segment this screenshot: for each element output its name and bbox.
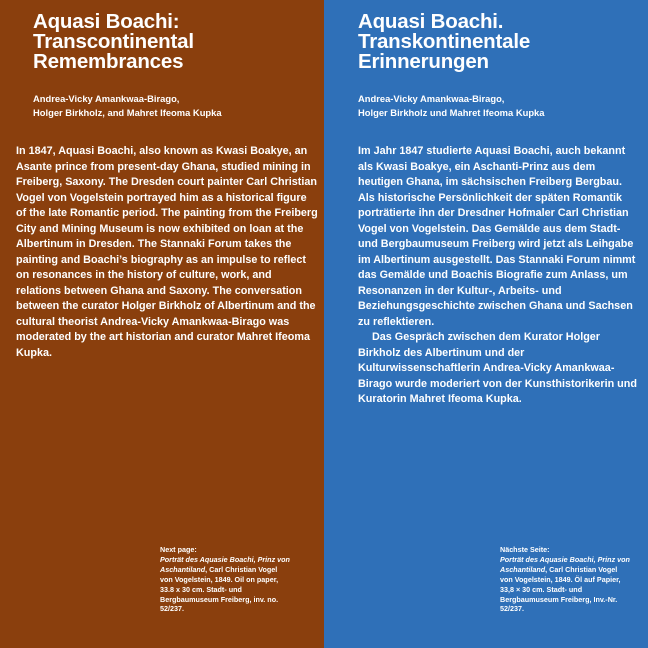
german-body (358, 144, 640, 408)
english-authors-line-2: Holger Birkholz, and Mahret Ifeoma Kupka (33, 106, 222, 118)
english-caption-label: Next page: (160, 545, 197, 554)
english-authors (33, 92, 303, 119)
english-title-line-1: Aquasi Boachi: (33, 10, 180, 33)
german-title-line-2: Transkontinentale (358, 30, 531, 53)
german-body-paragraph-2: Das Gespräch zwischen dem Kurator Holger Birkholz des Albertinum und der Kulturwissenschaftlerin Andrea-Vicky Amankwaa-Birago wurde moderiert von der Kunsthistorikerin und Kuratorin Mahret Ifeoma Kupka. (358, 331, 637, 405)
english-authors-line-1: Andrea-Vicky Amankwaa-Birago, (33, 93, 180, 104)
german-title-line-3: Erinnerungen (358, 50, 489, 73)
english-body-paragraph: In 1847, Aquasi Boachi, also known as Kwasi Boakye, an Asante prince from present-day Ghana, studied mining in Freiberg, Saxony. The Dresden court painter Carl Christian Vogel von Vogelstein portrayed him as a historical figure of the late Romantic period. The painting from the Freiberg City and Mining Museum is now exhibited on loan at the Albertinum in Dresden. The Stannaki Forum takes the painting and Boachi’s biography as an impulse to reflect on resonances in the history of culture, work, and relations between Ghana and Saxony. The conversation between the curator Holger Birkholz of Albertinum and the cultural theorist Andrea-Vicky Amankwaa-Birago was moderated by the art historian and curator Mahret Ifeoma Kupka. (16, 145, 318, 359)
german-title-line-1: Aquasi Boachi. (358, 10, 504, 33)
german-body-paragraph-1: Im Jahr 1847 studierte Aquasi Boachi, auch bekannt als Kwasi Boakye, ein Aschanti-Prinz aus dem heutigen Ghana, im sächsischen Freiberg Bergbau. Als historische Persönlichkeit der späten Romantik porträtierte ihn der Dresdner Hofmaler Carl Christian Vogel von Vogelstein. Das Gemälde aus dem Stadt- und Bergbaumuseum Freiberg wird jetzt als Leihgabe im Albertinum ausgestellt. Das Stannaki Forum nimmt das Gemälde und Boachis Biografie zum Anlass, um Resonanzen in der Kultur-, Arbeits- und Beziehungsgeschichte zwischen Ghana und Sachsen zu reflektieren. (358, 145, 636, 328)
german-authors (358, 92, 628, 119)
german-title (358, 12, 638, 72)
english-caption (160, 545, 290, 614)
german-page (324, 0, 648, 648)
german-caption-label: Nächste Seite: (500, 545, 550, 554)
english-title-line-3: Remembrances (33, 50, 184, 73)
english-title (33, 12, 313, 72)
english-caption-details: , Carl Christian Vogel von Vogelstein, 1849. Oil on paper, 33.8 x 30 cm. Stadt- und Bergbaumuseum Freiberg, inv. no. 52/237. (160, 564, 279, 614)
english-title-line-2: Transcontinental (33, 30, 194, 53)
german-caption-details: , Carl Christian Vogel von Vogelstein, 1849. Öl auf Papier, 33,8 × 30 cm. Stadt- und Bergbaumuseum Freiberg, Inv.-Nr. 52/237. (500, 564, 621, 614)
german-caption (500, 545, 630, 614)
german-caption-work-title: Porträt des Aquasie Boachi, Prinz von Aschantiland (500, 554, 630, 574)
german-authors-line-2: Holger Birkholz und Mahret Ifeoma Kupka (358, 106, 545, 118)
english-caption-work-title: Porträt des Aquasie Boachi, Prinz von Aschantiland (160, 554, 290, 574)
english-body (16, 144, 318, 361)
german-authors-line-1: Andrea-Vicky Amankwaa-Birago, (358, 93, 505, 104)
